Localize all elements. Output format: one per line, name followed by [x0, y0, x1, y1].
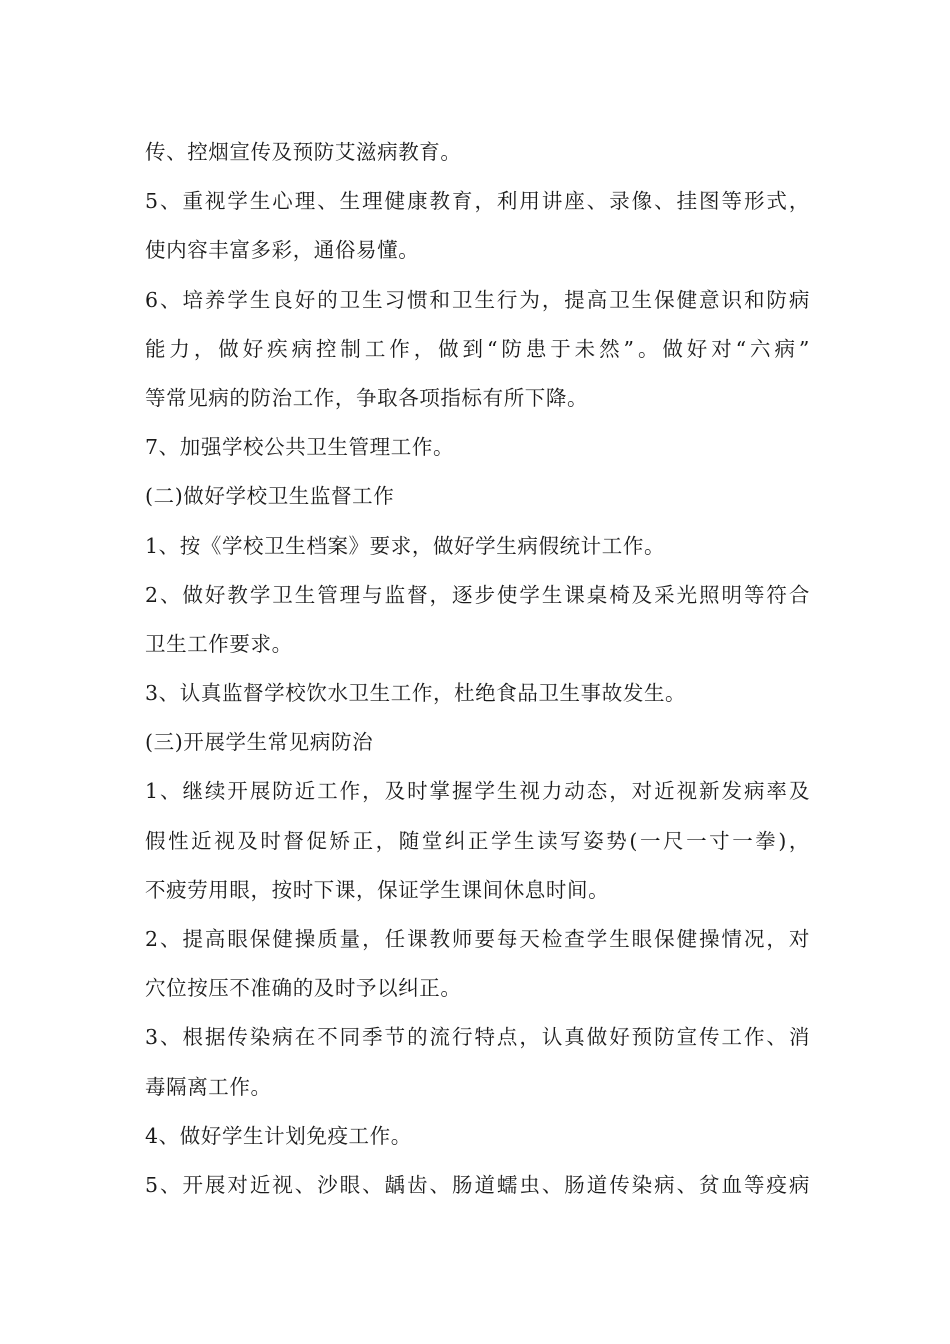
section-heading: (二)做好学校卫生监督工作	[145, 484, 395, 509]
text-line: 毒隔离工作。	[145, 1074, 272, 1099]
text-line: 5、开展对近视、沙眼、龋齿、肠道蠕虫、肠道传染病、贫血等疫病	[145, 1172, 810, 1197]
text-line: 卫生工作要求。	[145, 631, 293, 656]
text-line: 6、培养学生良好的卫生习惯和卫生行为，提高卫生保健意识和防病	[145, 287, 810, 312]
text-line: 3、认真监督学校饮水卫生工作，杜绝食品卫生事故发生。	[145, 681, 687, 706]
section-heading: (三)开展学生常见病防治	[145, 730, 374, 755]
text-line: 假性近视及时督促矫正，随堂纠正学生读写姿势(一尺一寸一拳)，	[145, 828, 810, 853]
text-line: 不疲劳用眼，按时下课，保证学生课间休息时间。	[145, 877, 610, 902]
document-body	[145, 134, 810, 1216]
text-line: 1、继续开展防近工作，及时掌握学生视力动态，对近视新发病率及	[145, 779, 810, 804]
text-line: 4、做好学生计划免疫工作。	[145, 1123, 412, 1148]
text-line: 使内容丰富多彩，通俗易懂。	[145, 238, 420, 263]
text-line: 等常见病的防治工作，争取各项指标有所下降。	[145, 385, 589, 410]
text-line: 3、根据传染病在不同季节的流行特点，认真做好预防宣传工作、消	[145, 1025, 810, 1050]
text-line: 能力，做好疾病控制工作，做到“防患于未然”。做好对“六病”	[145, 336, 810, 361]
text-line: 5、重视学生心理、生理健康教育，利用讲座、录像、挂图等形式，	[145, 189, 810, 214]
text-line: 7、加强学校公共卫生管理工作。	[145, 435, 455, 460]
text-line: 传、控烟宣传及预防艾滋病教育。	[145, 140, 462, 164]
text-line: 穴位按压不准确的及时予以纠正。	[145, 976, 462, 1001]
text-line: 1、按《学校卫生档案》要求，做好学生病假统计工作。	[145, 533, 666, 558]
text-line: 2、提高眼保健操质量，任课教师要每天检查学生眼保健操情况，对	[145, 927, 810, 951]
text-line: 2、做好教学卫生管理与监督，逐步使学生课桌椅及采光照明等符合	[145, 582, 810, 607]
